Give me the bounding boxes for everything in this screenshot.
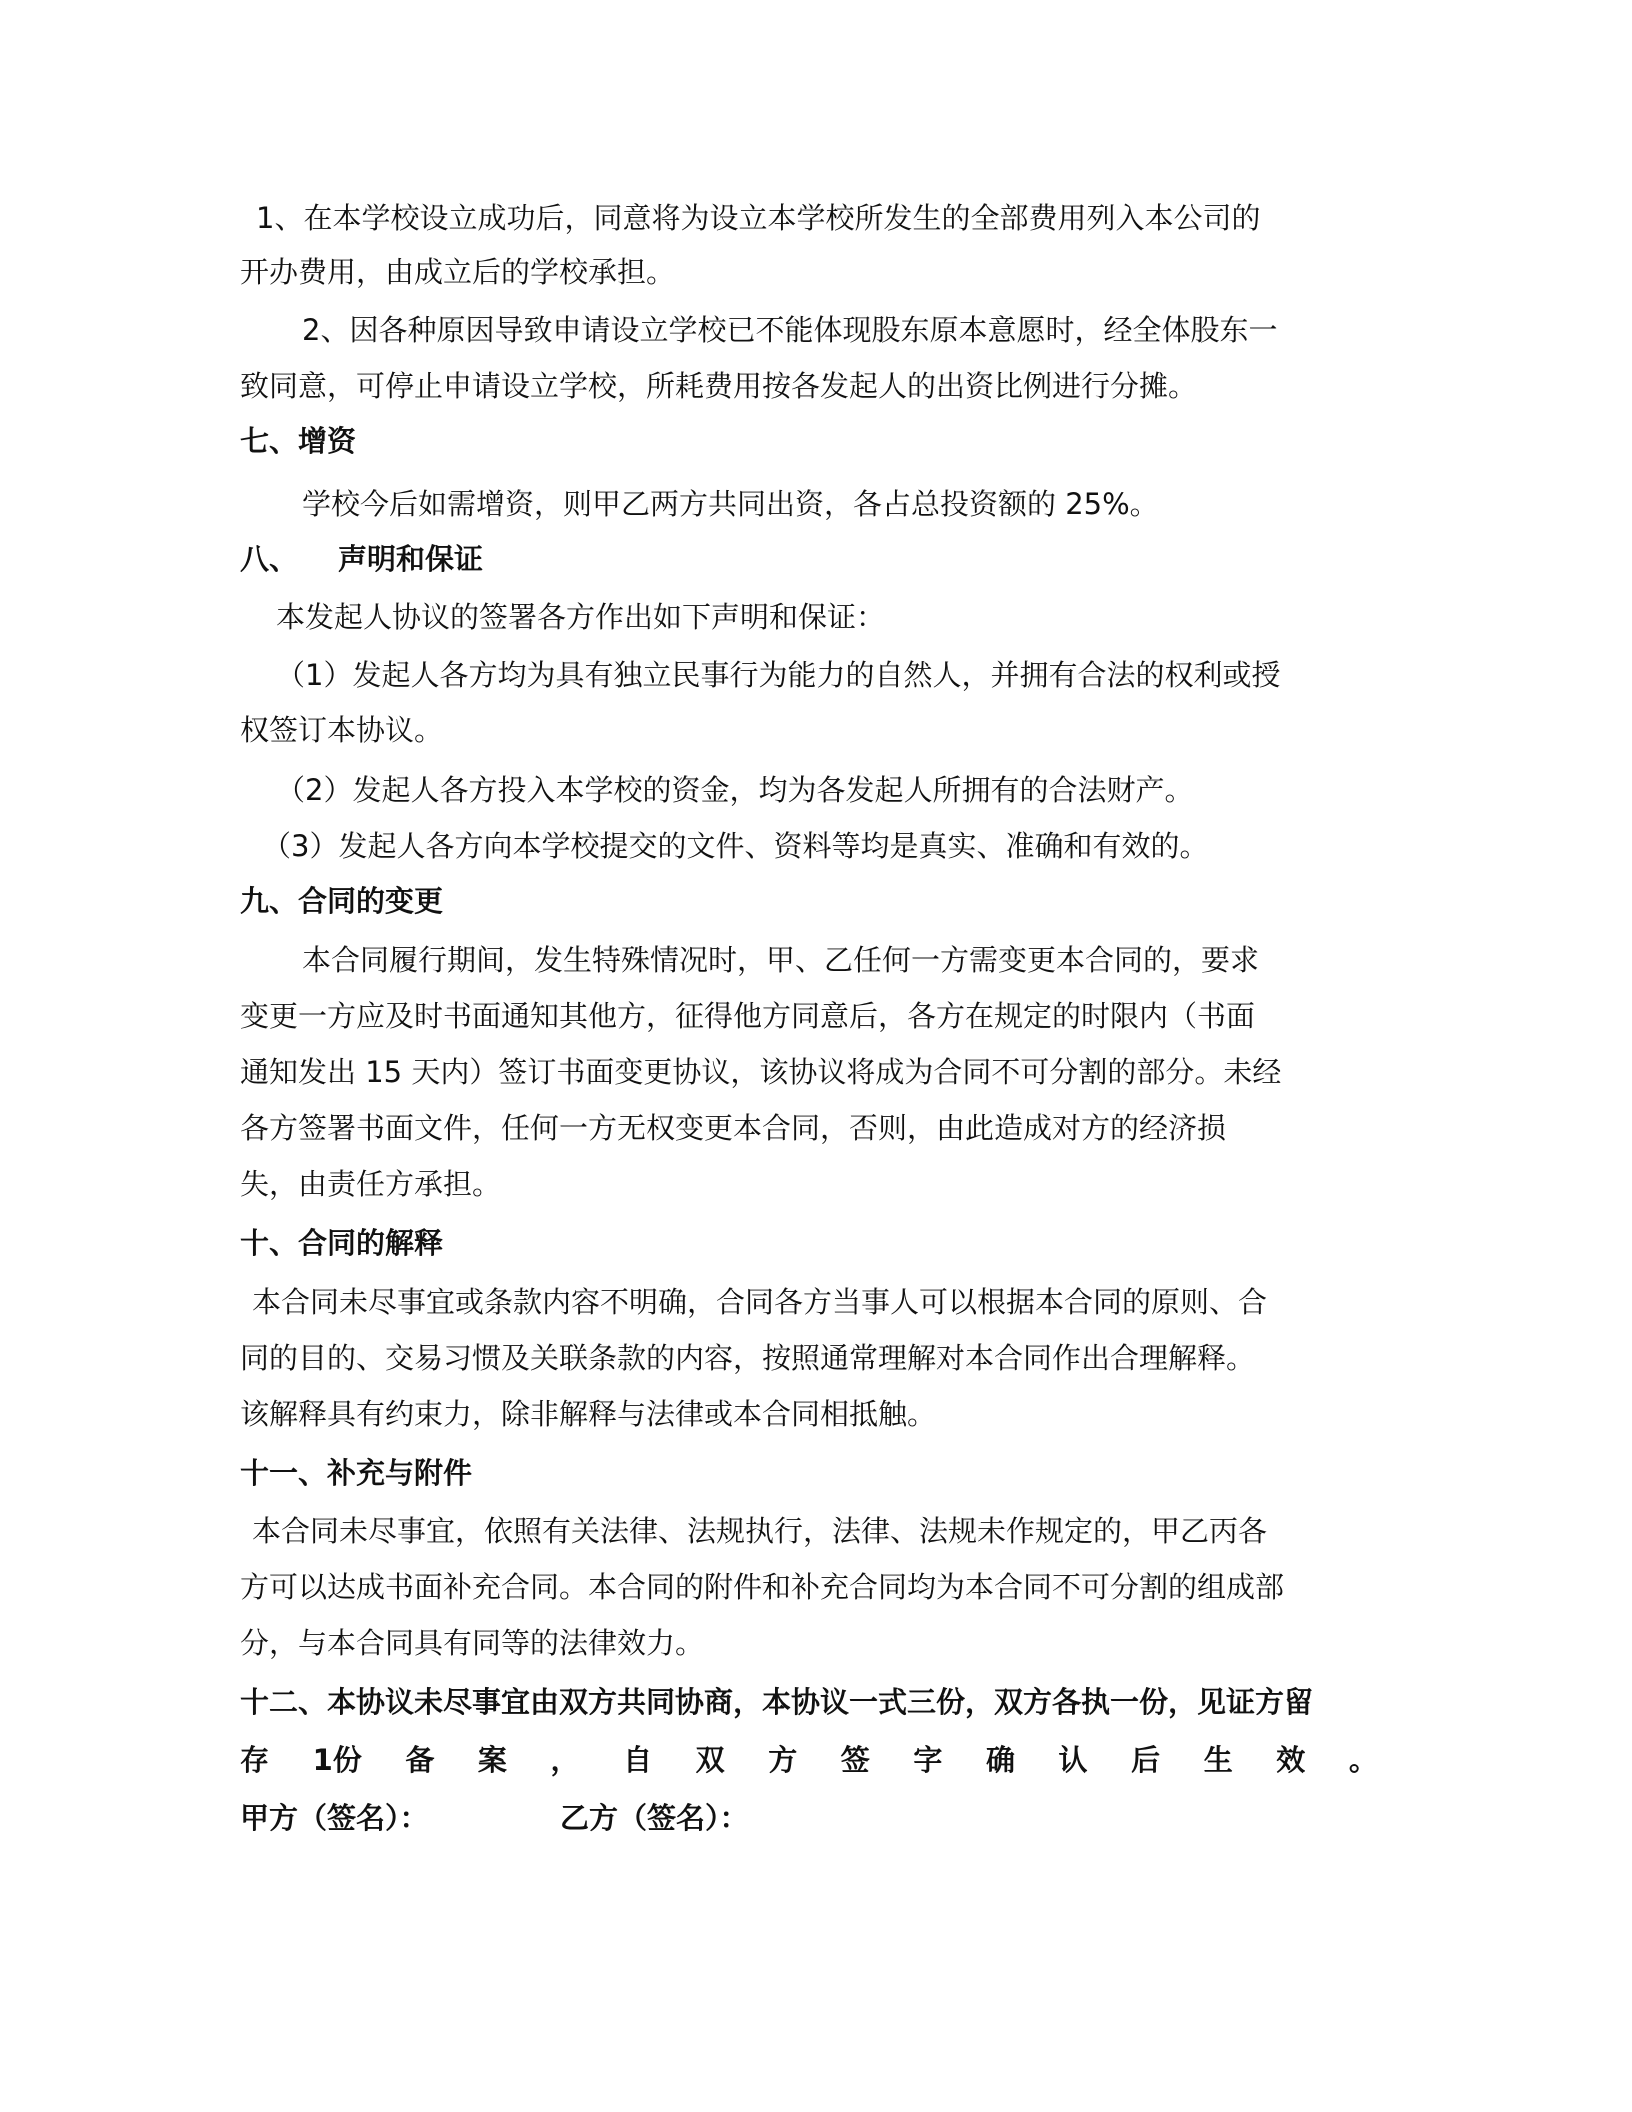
signature-party-a: 甲方（签名）：	[240, 1801, 429, 1835]
section-7-text: 学校今后如需增资，则甲乙两方共同出资，各占总投资额的 25%。	[302, 487, 1159, 521]
section-11-line-1: 本合同未尽事宜，依照有关法律、法规执行，法律、法规未作规定的，甲乙丙各	[252, 1514, 1268, 1548]
section-11-line-3: 分，与本合同具有同等的法律效力。	[240, 1626, 705, 1660]
h12-char: 存	[240, 1743, 270, 1777]
h12-char: 后	[1131, 1743, 1161, 1777]
h12-char: 签	[840, 1743, 870, 1777]
h12-char: 备	[405, 1743, 435, 1777]
h12-char: 自	[623, 1743, 653, 1777]
clause-1-line-1: 1、在本学校设立成功后，同意将为设立本学校所发生的全部费用列入本公司的	[256, 201, 1261, 235]
section-9-line-5: 失，由责任方承担。	[240, 1167, 502, 1201]
h12-char: 生	[1203, 1743, 1233, 1777]
heading-11: 十一、补充与附件	[240, 1456, 473, 1490]
section-9-line-2: 变更一方应及时书面通知其他方，征得他方同意后，各方在规定的时限内（书面	[240, 999, 1256, 1033]
heading-8-number: 八、	[240, 542, 299, 576]
section-11-line-2: 方可以达成书面补充合同。本合同的附件和补充合同均为本合同不可分割的组成部	[240, 1570, 1285, 1604]
heading-12-line-2	[240, 1740, 1378, 1780]
h12-char: 方	[768, 1743, 798, 1777]
section-9-line-1: 本合同履行期间，发生特殊情况时，甲、乙任何一方需变更本合同的，要求	[302, 943, 1260, 977]
heading-8-title: 声明和保证	[338, 542, 484, 576]
heading-9: 九、合同的变更	[240, 884, 444, 918]
h12-char: 认	[1058, 1743, 1088, 1777]
section-8-item-3: （3）发起人各方向本学校提交的文件、资料等均是真实、准确和有效的。	[262, 829, 1209, 863]
section-8-item-1-line-1: （1）发起人各方均为具有独立民事行为能力的自然人，并拥有合法的权利或授	[276, 658, 1281, 692]
section-10-line-2: 同的目的、交易习惯及关联条款的内容，按照通常理解对本合同作出合理解释。	[240, 1341, 1256, 1375]
h12-char: 双	[695, 1743, 725, 1777]
h12-char: ，	[550, 1743, 580, 1777]
clause-2-line-1: 2、因各种原因导致申请设立学校已不能体现股东原本意愿时，经全体股东一	[302, 313, 1278, 347]
heading-8	[240, 539, 1392, 579]
clause-2-line-2: 致同意，可停止申请设立学校，所耗费用按各发起人的出资比例进行分摊。	[240, 369, 1198, 403]
h12-char: 字	[913, 1743, 943, 1777]
heading-10: 十、合同的解释	[240, 1226, 444, 1260]
h12-char: 。	[1348, 1743, 1378, 1777]
section-8-intro: 本发起人协议的签署各方作出如下声明和保证：	[276, 600, 886, 634]
h12-char: 1份	[312, 1743, 362, 1777]
signature-party-b: 乙方（签名）：	[560, 1801, 749, 1835]
h12-char: 效	[1276, 1743, 1306, 1777]
clause-1-line-2: 开办费用，由成立后的学校承担。	[240, 255, 676, 289]
heading-7: 七、增资	[240, 424, 357, 458]
h12-char: 案	[477, 1743, 507, 1777]
section-9-line-4: 各方签署书面文件，任何一方无权变更本合同，否则，由此造成对方的经济损	[240, 1111, 1227, 1145]
heading-12-line-1: 十二、本协议未尽事宜由双方共同协商，本协议一式三份，双方各执一份，见证方留	[240, 1685, 1314, 1719]
section-9-line-3: 通知发出 15 天内）签订书面变更协议，该协议将成为合同不可分割的部分。未经	[240, 1055, 1282, 1089]
section-10-line-1: 本合同未尽事宜或条款内容不明确，合同各方当事人可以根据本合同的原则、合	[252, 1285, 1268, 1319]
section-8-item-2: （2）发起人各方投入本学校的资金，均为各发起人所拥有的合法财产。	[276, 773, 1194, 807]
h12-char: 确	[985, 1743, 1015, 1777]
section-8-item-1-line-2: 权签订本协议。	[240, 713, 444, 747]
section-10-line-3: 该解释具有约束力，除非解释与法律或本合同相抵触。	[240, 1397, 937, 1431]
